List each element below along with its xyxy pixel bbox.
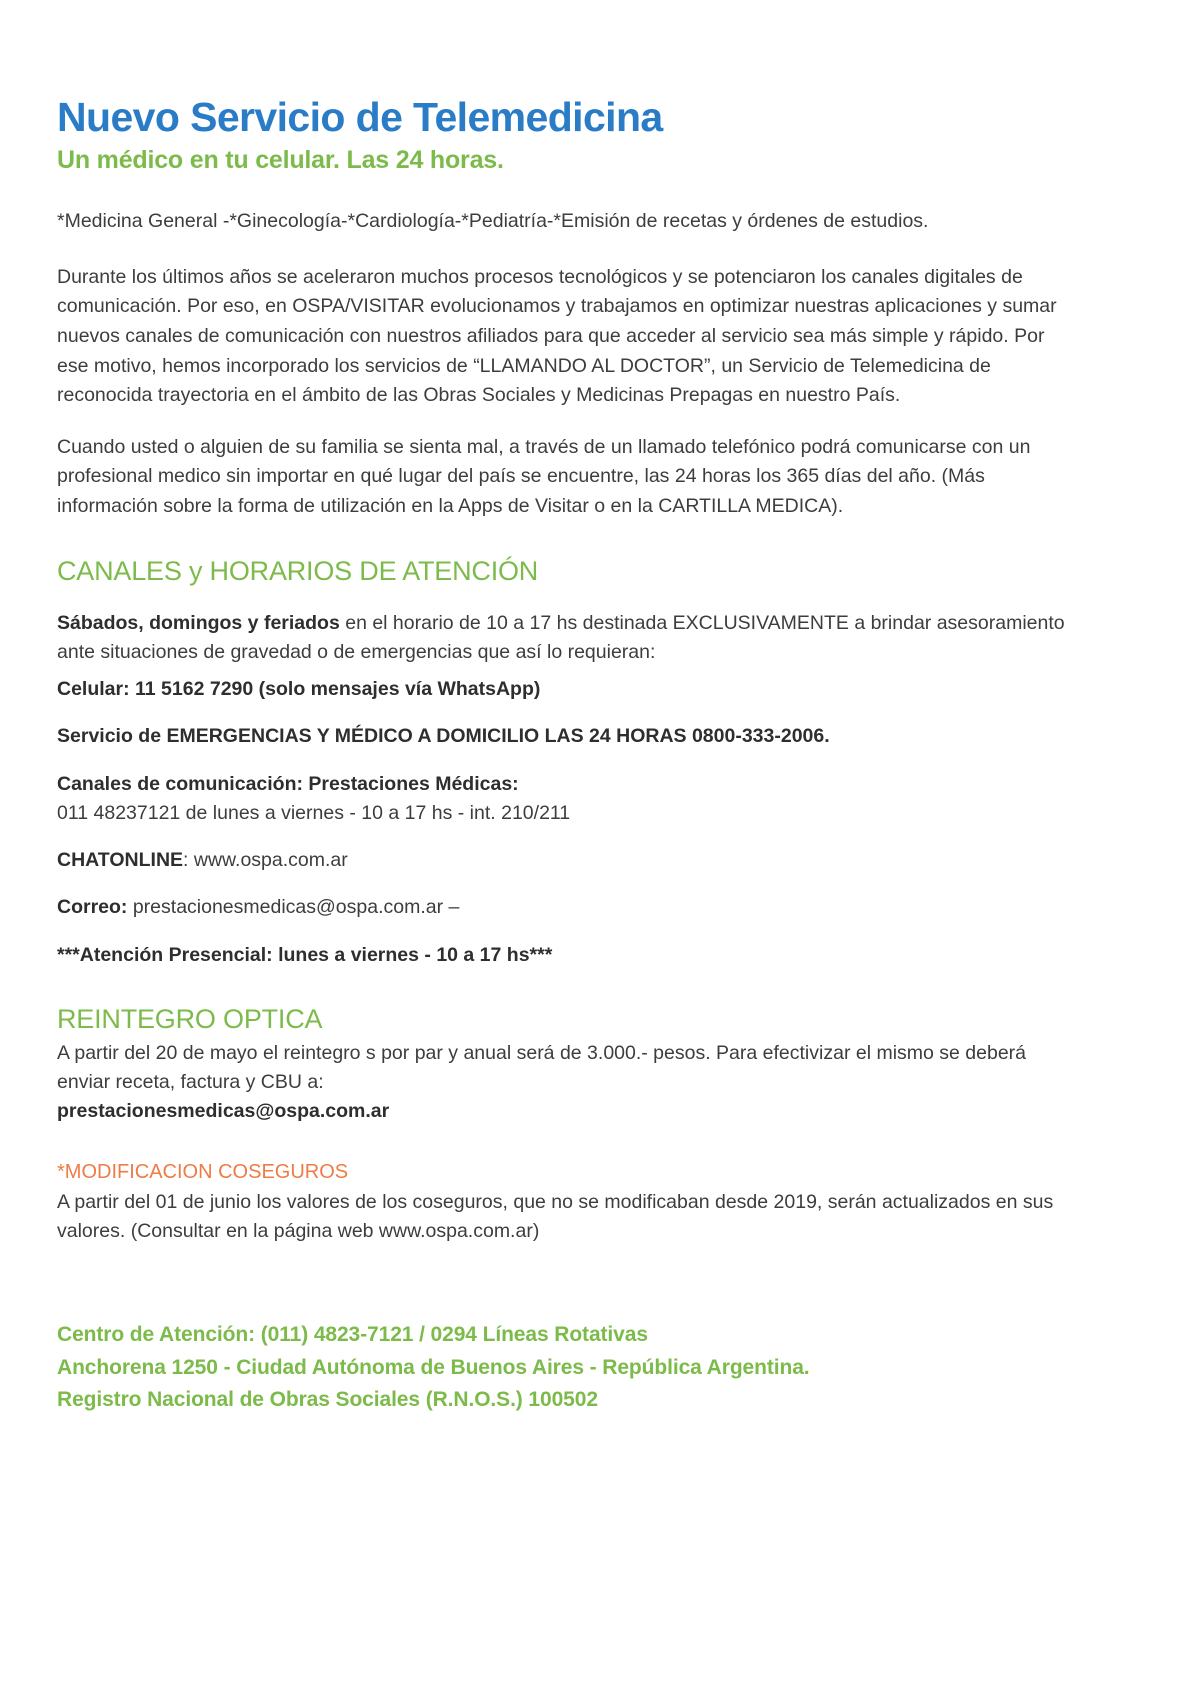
- communication-channels-label: Canales de comunicación: Prestaciones Médicas:: [57, 772, 519, 795]
- emergencies-value: Servicio de EMERGENCIAS Y MÉDICO A DOMICILIO LAS 24 HORAS 0800-333-2006.: [57, 725, 830, 748]
- coseguros-text: A partir del 01 de junio los valores de los coseguros, que no se modificaban desde 2019, serán actualizados en sus valores. (Consultar en la página web www.ospa.com.ar): [57, 1190, 1054, 1242]
- footer-registry-line: Registro Nacional de Obras Sociales (R.N.O.S.) 100502: [57, 1388, 598, 1412]
- communication-channels-title: [57, 770, 1067, 799]
- communication-phone: 011 48237121 de lunes a viernes - 10 a 17 hs - int. 210/211: [57, 801, 571, 824]
- page-subtitle: Un médico en tu celular. Las 24 horas.: [57, 146, 504, 175]
- whatsapp-line: [57, 675, 1067, 704]
- presencial-line: [57, 941, 1067, 970]
- email-line: [57, 893, 1067, 922]
- footer-contact-line: Centro de Atención: (011) 4823-7121 / 0294 Líneas Rotativas: [57, 1323, 648, 1347]
- intro-paragraph-2: Cuando usted o alguien de su familia se sienta mal, a través de un llamado telefónico podrá comunicarse con un profesional medico sin importar en qué lugar del país se encuentre, las 24 horas los 365 días del año. (Más información sobre la forma de utilización en la Apps de Visitar o en la CARTILLA MEDICA).: [57, 435, 1031, 518]
- footer: [57, 1320, 1090, 1415]
- optica-email-line: [57, 1097, 1067, 1126]
- presencial-value: ***Atención Presencial: lunes a viernes - 10 a 17 hs***: [57, 943, 553, 966]
- weekend-schedule-label: Sábados, domingos y feriados: [57, 611, 340, 634]
- section-heading-optica: REINTEGRO OPTICA: [57, 1003, 323, 1034]
- section-heading-coseguros: *MODIFICACION COSEGUROS: [57, 1160, 349, 1183]
- footer-address-line: Anchorena 1250 - Ciudad Autónoma de Buenos Aires - República Argentina.: [57, 1355, 810, 1379]
- weekend-schedule-text: en el horario de 10 a 17 hs destinada EXCLUSIVAMENTE a brindar asesoramiento ante situaciones de gravedad o de emergencias que así lo requieran:: [57, 611, 1065, 663]
- chat-online-value[interactable]: : www.ospa.com.ar: [183, 849, 348, 872]
- emergencies-line: [57, 722, 1067, 751]
- intro-paragraph-1: Durante los últimos años se aceleraron muchos procesos tecnológicos y se potenciaron los canales digitales de comunicación. Por eso, en OSPA/VISITAR evolucionamos y trabajamos en optimizar nuestras aplicaciones y sumar nuevos canales de comunicación con nuestros afiliados para que acceder al servicio sea más simple y rápido. Por ese motivo, hemos incorporado los servicios de “LLAMANDO AL DOCTOR”, un Servicio de Telemedicina de reconocida trayectoria en el ámbito de las Obras Sociales y Medicinas Prepagas en nuestro País.: [57, 265, 1057, 407]
- optica-email-value[interactable]: prestacionesmedicas@ospa.com.ar: [57, 1100, 390, 1123]
- weekend-schedule: [57, 609, 1067, 668]
- chat-online-label: CHATONLINE: [57, 849, 184, 872]
- email-value[interactable]: prestacionesmedicas@ospa.com.ar –: [127, 896, 460, 919]
- specialties-line: *Medicina General -*Ginecología-*Cardiología-*Pediatría-*Emisión de recetas y órdenes de estudios.: [57, 210, 929, 233]
- whatsapp-value: Celular: 11 5162 7290 (solo mensajes vía WhatsApp): [57, 678, 541, 701]
- optica-text: A partir del 20 de mayo el reintegro s por par y anual será de 3.000.- pesos. Para efectivizar el mismo se deberá enviar receta, factura y CBU a:: [57, 1041, 1027, 1094]
- section-heading-channels: CANALES y HORARIOS DE ATENCIÓN: [57, 555, 539, 586]
- chat-online-line: [57, 846, 1067, 875]
- email-label: Correo:: [57, 896, 128, 919]
- page-title: Nuevo Servicio de Telemedicina: [57, 94, 663, 140]
